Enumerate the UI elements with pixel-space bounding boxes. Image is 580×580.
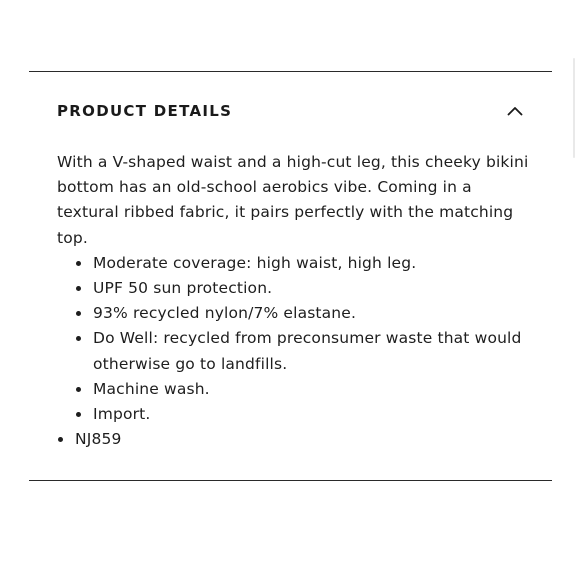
bottom-divider — [29, 480, 552, 481]
feature-item: UPF 50 sun protection. — [93, 276, 537, 301]
feature-item: 93% recycled nylon/7% elastane. — [93, 301, 537, 326]
product-description: With a V-shaped waist and a high-cut leg, this cheeky bikini bottom has an old-school aerobics vibe. Coming in a textural ribbed fabric, it pairs perfectly with the matching top. — [57, 153, 529, 247]
feature-item: Do Well: recycled from preconsumer waste that would otherwise go to landfills. — [93, 326, 537, 376]
feature-list — [57, 251, 537, 427]
feature-item: Import. — [93, 402, 537, 427]
top-divider — [29, 71, 552, 72]
product-details-content — [57, 150, 537, 452]
feature-item: Moderate coverage: high waist, high leg. — [93, 251, 537, 276]
product-code: NJ859 — [75, 427, 537, 452]
product-details-accordion-header[interactable] — [57, 97, 527, 125]
chevron-up-icon[interactable] — [506, 102, 524, 120]
feature-item: Machine wash. — [93, 377, 537, 402]
scrollbar-edge — [573, 58, 575, 158]
section-title: PRODUCT DETAILS — [57, 102, 233, 120]
chevron-up-icon-graphic — [507, 106, 523, 116]
product-code-list — [57, 427, 537, 452]
